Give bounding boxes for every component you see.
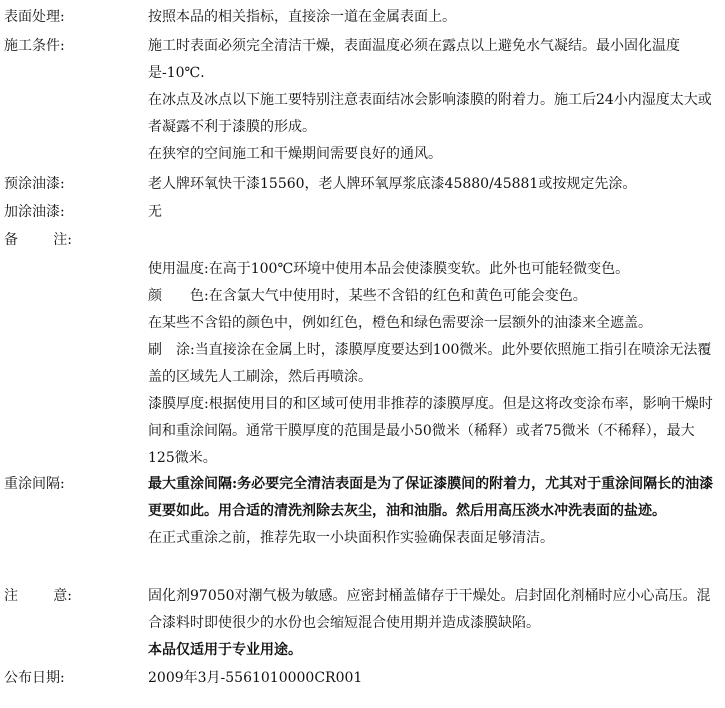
paragraph-brush-application: 刷 涂:当直接涂在金属上时，漆膜厚度要达到100微米。此外要依照施工指引在喷涂无法覆盖的区域先人工刷涂，然后再喷涂。 [148, 342, 712, 385]
content-surface-treatment [148, 4, 721, 31]
label-remarks-part-b: 注: [53, 232, 72, 248]
paragraph-max-recoat-interval: 最大重涂间隔:务必要完全清洁表面是为了保证漆膜间的附着力，尤其对于重涂间隔长的油漆更要如此。用合适的清洗剂除去灰尘，油和油脂。然后用高压淡水冲洗表面的盐迹。 [148, 476, 714, 519]
paragraph: 无 [148, 204, 162, 220]
label-notice-part-b: 意: [53, 588, 72, 604]
paragraph: 在正式重涂之前，推荐先取一小块面积作实验确保表面足够清洁。 [148, 530, 554, 546]
label-surface-treatment: 表面处理: [4, 9, 65, 25]
paragraph-lead-free-colours: 在某些不含铅的颜色中，例如红色，橙色和绿色需要涂一层额外的油漆来全遮盖。 [148, 315, 652, 331]
content-publication-date [148, 665, 721, 692]
paragraph-film-thickness: 漆膜厚度:根据使用目的和区域可使用非推荐的漆膜厚度。但是这将改变涂布率，影响干燥时间和重涂间隔。通常干膜厚度的范围是最小50微米（稀释）或者75微米（不稀释），最大125微米。 [148, 396, 713, 466]
content-primer [148, 171, 721, 198]
label-topcoat: 加涂油漆: [4, 204, 65, 220]
paragraph: 施工时表面必须完全清洁干燥，表面温度必须在露点以上避免水气凝结。最小固化温度是-10℃. [148, 38, 680, 81]
label-publication-date: 公布日期: [4, 670, 65, 686]
label-recoat-interval: 重涂间隔: [4, 476, 65, 492]
content-application-conditions [148, 33, 721, 168]
paragraph: 老人牌环氧快干漆15560，老人牌环氧厚浆底漆45880/45881或按规定先涂。 [148, 176, 637, 192]
paragraph: 固化剂97050对潮气极为敏感。应密封桶盖储存于干燥处。启封固化剂桶时应小心高压。混合漆料时即使很少的水份也会缩短混合使用期并造成漆膜缺陷。 [148, 588, 711, 631]
label-application-conditions: 施工条件: [4, 38, 65, 54]
content-recoat-interval [148, 471, 721, 552]
paragraph-professional-use: 本品仅适用于专业用途。 [148, 642, 302, 658]
content-notice [148, 583, 721, 664]
paragraph-colour: 颜 色:在含氯大气中使用时，某些不含铅的红色和黄色可能会变色。 [148, 288, 587, 304]
paragraph-service-temperature: 使用温度:在高于100℃环境中使用本品会使漆膜变软。此外也可能轻微变色。 [148, 261, 630, 277]
paragraph: 按照本品的相关指标，直接涂一道在金属表面上。 [148, 9, 456, 25]
publication-date-value: 2009年3月-5561010000CR001 [148, 670, 363, 686]
content-topcoat [148, 199, 721, 226]
label-primer: 预涂油漆: [4, 176, 65, 192]
label-notice-part-a: 注 [4, 588, 18, 604]
label-remarks-part-a: 备 [4, 232, 18, 248]
paragraph: 在狭窄的空间施工和干燥期间需要良好的通风。 [148, 146, 442, 162]
content-remarks [148, 256, 721, 472]
paragraph: 在冰点及冰点以下施工要特别注意表面结冰会影响漆膜的附着力。施工后24小内湿度太大或者凝露不利于漆膜的形成。 [148, 92, 712, 135]
label-remarks [4, 227, 72, 254]
label-notice [4, 583, 72, 610]
